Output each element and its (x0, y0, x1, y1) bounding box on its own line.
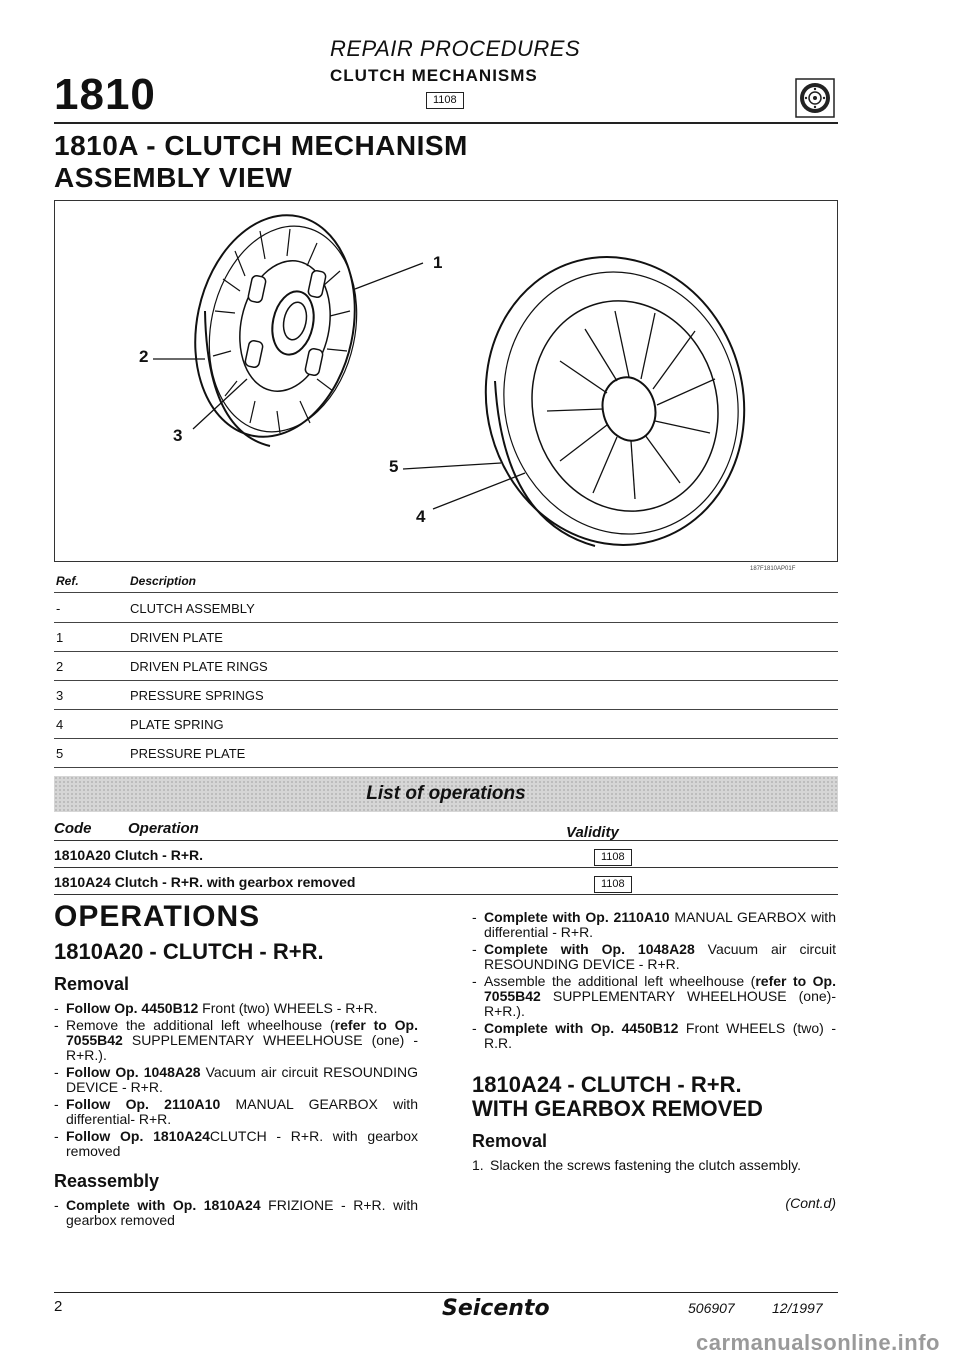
ref-header: Ref. (56, 574, 79, 588)
part-desc: PRESSURE PLATE (130, 746, 246, 761)
callout-3: 3 (173, 426, 183, 445)
list-item: - Complete with Op. 1810A24 FRIZIONE - R+R. with gearbox removed (54, 1197, 419, 1228)
table-row (54, 593, 838, 623)
table-row (54, 651, 838, 681)
operation-header: Operation (128, 820, 199, 837)
op2-title-line1: 1810A24 - CLUTCH - R+R. (472, 1072, 742, 1097)
callout-2: 2 (139, 347, 149, 366)
op1-title: 1810A20 - CLUTCH - R+R. (54, 939, 324, 964)
validity-badge (594, 874, 632, 893)
op1-reassembly-steps-right (472, 910, 836, 1051)
validity-badge (594, 847, 632, 866)
list-item: - Complete with Op. 2110A10 MANUAL GEARBOX with differential - R+R. (472, 909, 836, 940)
right-column (472, 910, 836, 1211)
table-row (54, 680, 838, 710)
section-title-line2: ASSEMBLY VIEW (54, 162, 293, 193)
document-number: 506907 (688, 1300, 735, 1316)
list-item: - Follow Op. 1810A24CLUTCH - R+R. with gearbox removed (54, 1128, 418, 1159)
op2-removal-steps (472, 1158, 836, 1173)
assembly-figure (54, 200, 838, 562)
validity-badge-label: 1108 (594, 849, 632, 866)
table-row (54, 622, 838, 652)
operation-code: 1810A24 Clutch - R+R. with gearbox removed (54, 874, 356, 890)
op1-reassembly-title: Reassembly (54, 1171, 160, 1191)
operation-code: 1810A20 Clutch - R+R. (54, 847, 203, 863)
part-ref: 3 (56, 688, 64, 703)
list-item: - Complete with Op. 4450B12 Front WHEELS (two) - R.R. (472, 1020, 836, 1051)
page-number: 2 (54, 1298, 63, 1315)
table-row (54, 738, 838, 768)
operations-banner-title: List of operations (366, 783, 526, 804)
part-ref: 1 (56, 630, 64, 645)
validity-badge-label: 1108 (594, 876, 632, 893)
table-row (54, 709, 838, 739)
op2-title-line2: WITH GEARBOX REMOVED (472, 1096, 763, 1121)
validity-header: Validity (566, 824, 619, 841)
part-desc: PLATE SPRING (130, 717, 224, 732)
part-desc: PRESSURE SPRINGS (130, 688, 264, 703)
header-rule (54, 122, 838, 124)
section-title-line1: 1810A - CLUTCH MECHANISM (54, 130, 468, 161)
list-item: 1. Slacken the screws fastening the clutch assembly. (472, 1157, 802, 1173)
header-subcategory: CLUTCH MECHANISMS (330, 66, 538, 85)
model-badge (426, 90, 464, 109)
section-title (54, 130, 468, 194)
footer-rule (54, 1292, 838, 1293)
list-item: - Follow Op. 4450B12 Front (two) WHEELS - R+R. (54, 1000, 378, 1016)
callout-5: 5 (389, 457, 399, 476)
part-desc: DRIVEN PLATE (130, 630, 223, 645)
list-item: - Remove the additional left wheelhouse (refer to Op. 7055B42 SUPPLEMENTARY WHEELHOUSE (one) - R+R.). (54, 1017, 418, 1063)
part-desc: DRIVEN PLATE RINGS (130, 659, 268, 674)
clutch-disc-icon (795, 78, 835, 118)
section-code: 1810 (54, 70, 156, 119)
watermark: carmanualsonline.info (696, 1330, 940, 1355)
part-ref: 4 (56, 717, 64, 732)
op2-removal-title: Removal (472, 1131, 548, 1151)
list-item: - Follow Op. 2110A10 MANUAL GEARBOX with differential- R+R. (54, 1096, 418, 1127)
part-ref: 5 (56, 746, 64, 761)
op1-removal-steps (54, 1001, 418, 1159)
description-header: Description (130, 574, 197, 588)
continued-note: (Cont.d) (785, 1195, 836, 1211)
part-ref: - (56, 601, 61, 616)
op2-title (472, 1073, 836, 1121)
op1-removal-title: Removal (54, 974, 130, 994)
left-column (54, 940, 418, 1230)
table-row (54, 868, 838, 895)
op1-reassembly-steps-left (54, 1198, 418, 1228)
operations-title: OPERATIONS (54, 900, 261, 933)
callout-1: 1 (433, 253, 443, 272)
callout-4: 4 (416, 507, 426, 526)
clutch-assembly-drawing (55, 201, 837, 561)
part-desc: CLUTCH ASSEMBLY (130, 601, 255, 616)
list-item: - Assemble the additional left wheelhouse (refer to Op. 7055B42 SUPPLEMENTARY WHEELHOUSE (one)- R+R.). (472, 973, 836, 1019)
list-item: - Follow Op. 1048A28 Vacuum air circuit RESOUNDING DEVICE - R+R. (54, 1064, 418, 1095)
part-ref: 2 (56, 659, 64, 674)
document-date: 12/1997 (772, 1300, 823, 1316)
model-badge-label: 1108 (426, 92, 464, 109)
figure-code: 187F1810AP01F (750, 566, 796, 572)
list-item: - Complete with Op. 1048A28 Vacuum air circuit RESOUNDING DEVICE - R+R. (472, 941, 836, 972)
code-header: Code (54, 820, 92, 837)
header-category: REPAIR PROCEDURES (330, 36, 581, 61)
table-row (54, 841, 838, 868)
brand-logo: Seicento (442, 1296, 550, 1321)
